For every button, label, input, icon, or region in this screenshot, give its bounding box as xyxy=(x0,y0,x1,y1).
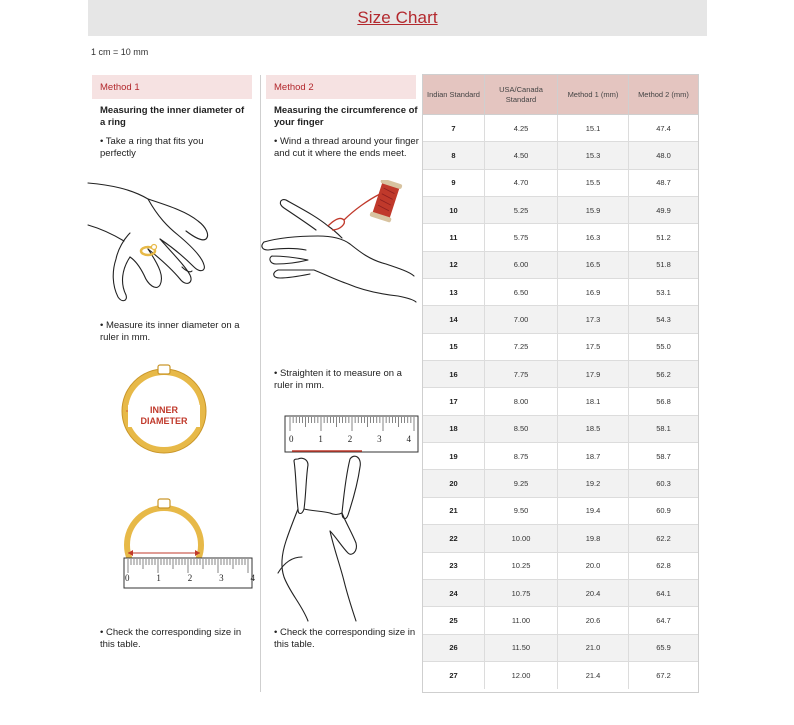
table-body xyxy=(423,115,698,689)
unit-conversion: 1 cm = 10 mm xyxy=(91,47,149,57)
table-row xyxy=(423,252,698,279)
hand-holding-thread-illustration xyxy=(272,453,382,623)
method2-column xyxy=(266,75,419,692)
table-row xyxy=(423,498,698,525)
table-cell: 15.1 xyxy=(558,115,629,141)
table-cell: 20.6 xyxy=(558,607,629,633)
table-cell: 11.00 xyxy=(485,607,558,633)
table-header xyxy=(423,75,698,115)
table-cell: 22 xyxy=(423,525,485,551)
ruler2-tick-0: 0 xyxy=(289,434,294,444)
table-cell: 21.0 xyxy=(558,635,629,661)
method2-step2: • Straighten it to measure on a ruler in mm. xyxy=(274,368,402,391)
table-cell: 48.0 xyxy=(656,151,671,161)
table-cell: 15.3 xyxy=(558,142,629,168)
header-method2-mm: Method 2 (mm) xyxy=(638,89,689,99)
method1-label: Method 1 xyxy=(92,75,252,99)
method2-step1: • Wind a thread around your finger and cut it where the ends meet. xyxy=(274,136,419,159)
table-cell: 27 xyxy=(423,662,485,689)
table-cell: 4.25 xyxy=(485,115,558,141)
ruler2-tick-2: 2 xyxy=(347,434,353,444)
table-cell: 62.8 xyxy=(656,561,671,571)
table-cell: 53.1 xyxy=(656,287,671,297)
table-cell: 47.4 xyxy=(656,123,671,133)
table-cell: 20.0 xyxy=(558,553,629,579)
table-cell: 8 xyxy=(423,142,485,168)
table-cell: 8.75 xyxy=(485,443,558,469)
table-cell: 56.8 xyxy=(656,397,671,407)
table-cell: 19.8 xyxy=(558,525,629,551)
method2-heading: Measuring the circumference of your finger xyxy=(274,105,418,128)
table-cell: 25 xyxy=(423,607,485,633)
table-cell: 10.75 xyxy=(485,580,558,606)
table-cell: 17.3 xyxy=(558,306,629,332)
table-cell: 58.7 xyxy=(656,451,671,461)
table-row xyxy=(423,142,698,169)
table-cell: 17 xyxy=(423,388,485,414)
table-cell: 18 xyxy=(423,416,485,442)
ruler1-tick-0: 0 xyxy=(125,573,130,583)
ruler2-numbers xyxy=(289,434,411,444)
table-row xyxy=(423,580,698,607)
table-cell: 55.0 xyxy=(656,342,671,352)
table-cell: 21 xyxy=(423,498,485,524)
table-cell: 64.7 xyxy=(656,615,671,625)
table-cell: 16.3 xyxy=(558,224,629,250)
ruler1-tick-3: 3 xyxy=(219,573,224,583)
table-cell: 7.25 xyxy=(485,334,558,360)
size-table xyxy=(422,74,699,693)
ruler1-tick-4: 4 xyxy=(250,573,255,583)
method1-step3: • Check the corresponding size in this table. xyxy=(100,627,242,650)
table-cell: 10.00 xyxy=(485,525,558,551)
table-row xyxy=(423,279,698,306)
ruler1-numbers xyxy=(125,573,255,583)
column-divider xyxy=(260,75,261,692)
table-cell: 7.75 xyxy=(485,361,558,387)
table-cell: 19 xyxy=(423,443,485,469)
table-row xyxy=(423,607,698,634)
table-cell: 11.50 xyxy=(485,635,558,661)
table-cell: 17.5 xyxy=(558,334,629,360)
table-cell: 15 xyxy=(423,334,485,360)
header-indian-standard: Indian Standard xyxy=(423,75,485,114)
page-title: Size Chart xyxy=(357,8,438,27)
ruler1-tick-1: 1 xyxy=(156,573,161,583)
header-usa-canada-standard: USA/Canada Standard xyxy=(485,75,558,114)
table-cell: 51.2 xyxy=(656,233,671,243)
table-cell: 6.00 xyxy=(485,252,558,278)
table-row xyxy=(423,115,698,142)
table-cell: 18.7 xyxy=(558,443,629,469)
table-cell: 9 xyxy=(423,170,485,196)
table-cell: 54.3 xyxy=(656,315,671,325)
ruler2-tick-3: 3 xyxy=(377,434,382,444)
table-cell: 5.25 xyxy=(485,197,558,223)
table-cell: 8.50 xyxy=(485,416,558,442)
method1-step2: • Measure its inner diameter on a ruler in mm. xyxy=(100,320,240,343)
table-row xyxy=(423,525,698,552)
table-cell: 6.50 xyxy=(485,279,558,305)
table-cell: 5.75 xyxy=(485,224,558,250)
table-cell: 65.9 xyxy=(656,643,671,653)
table-cell: 4.50 xyxy=(485,142,558,168)
table-cell: 15.9 xyxy=(558,197,629,223)
ruler2-tick-4: 4 xyxy=(406,434,411,444)
title-bar xyxy=(88,0,707,36)
table-row xyxy=(423,334,698,361)
table-cell: 19.4 xyxy=(558,498,629,524)
table-cell: 8.00 xyxy=(485,388,558,414)
hand-with-ring-illustration xyxy=(86,175,226,305)
table-cell: 18.5 xyxy=(558,416,629,442)
table-cell: 12.00 xyxy=(485,662,558,689)
table-row xyxy=(423,361,698,388)
table-cell: 16 xyxy=(423,361,485,387)
table-cell: 17.9 xyxy=(558,361,629,387)
table-cell: 67.2 xyxy=(656,671,671,681)
table-cell: 20 xyxy=(423,470,485,496)
table-cell: 19.2 xyxy=(558,470,629,496)
method1-step1: • Take a ring that fits you perfectly xyxy=(100,136,204,159)
table-row xyxy=(423,553,698,580)
table-cell: 60.9 xyxy=(656,506,671,516)
table-cell: 12 xyxy=(423,252,485,278)
table-cell: 16.5 xyxy=(558,252,629,278)
table-cell: 62.2 xyxy=(656,533,671,543)
method1-heading: Measuring the inner diameter of a ring xyxy=(100,105,245,128)
ruler1-tick-2: 2 xyxy=(187,573,193,583)
table-row xyxy=(423,635,698,662)
table-cell: 64.1 xyxy=(656,588,671,598)
table-cell: 60.3 xyxy=(656,479,671,489)
ruler2-tick-1: 1 xyxy=(318,434,323,444)
table-row xyxy=(423,170,698,197)
table-cell: 9.25 xyxy=(485,470,558,496)
table-cell: 10 xyxy=(423,197,485,223)
table-cell: 15.5 xyxy=(558,170,629,196)
table-cell: 48.7 xyxy=(656,178,671,188)
inner-diameter-label: INNER DIAMETER xyxy=(128,405,200,427)
table-cell: 51.8 xyxy=(656,260,671,270)
table-row xyxy=(423,224,698,251)
table-cell: 16.9 xyxy=(558,279,629,305)
table-row xyxy=(423,306,698,333)
table-cell: 14 xyxy=(423,306,485,332)
table-cell: 23 xyxy=(423,553,485,579)
table-cell: 4.70 xyxy=(485,170,558,196)
table-row xyxy=(423,662,698,689)
table-row xyxy=(423,197,698,224)
table-row xyxy=(423,470,698,497)
table-cell: 10.25 xyxy=(485,553,558,579)
table-cell: 20.4 xyxy=(558,580,629,606)
hand-with-thread-illustration xyxy=(258,180,418,320)
method1-column xyxy=(92,75,255,692)
table-cell: 56.2 xyxy=(656,369,671,379)
table-cell: 24 xyxy=(423,580,485,606)
table-cell: 11 xyxy=(423,224,485,250)
table-row xyxy=(423,388,698,415)
table-cell: 26 xyxy=(423,635,485,661)
table-cell: 7 xyxy=(423,115,485,141)
table-row xyxy=(423,443,698,470)
method2-label: Method 2 xyxy=(266,75,416,99)
table-cell: 13 xyxy=(423,279,485,305)
table-row xyxy=(423,416,698,443)
table-cell: 21.4 xyxy=(558,662,629,689)
table-cell: 49.9 xyxy=(656,205,671,215)
method2-step3: • Check the corresponding size in this table. xyxy=(274,627,416,650)
table-cell: 9.50 xyxy=(485,498,558,524)
table-cell: 18.1 xyxy=(558,388,629,414)
table-cell: 58.1 xyxy=(656,424,671,434)
table-cell: 7.00 xyxy=(485,306,558,332)
header-method1-mm: Method 1 (mm) xyxy=(558,75,629,114)
